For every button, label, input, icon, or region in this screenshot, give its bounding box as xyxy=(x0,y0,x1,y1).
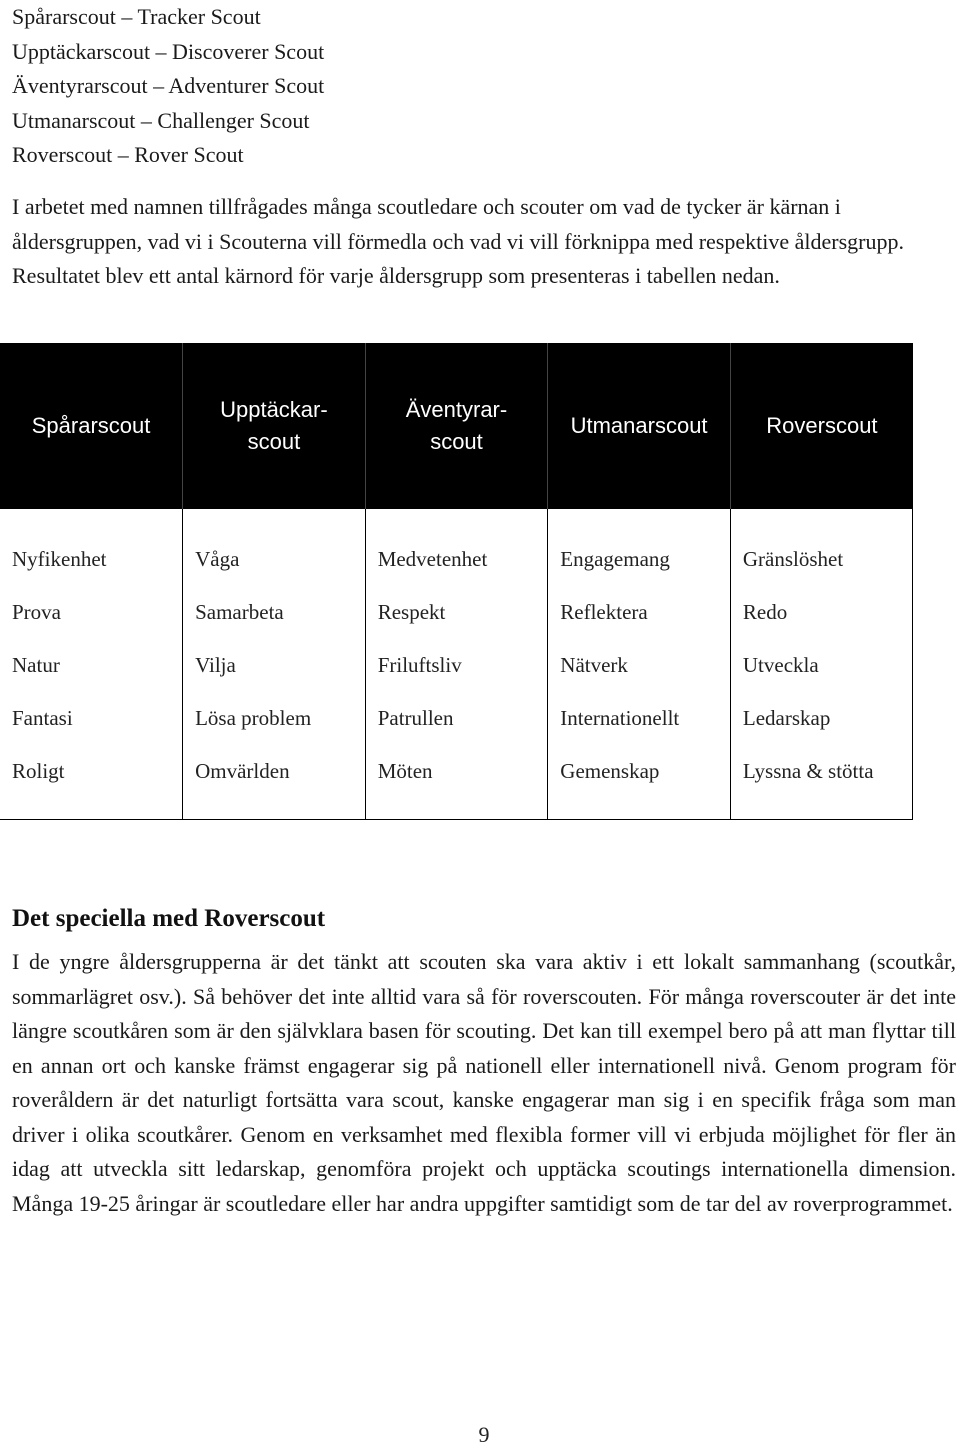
word-cell: Utveckla xyxy=(742,653,819,677)
word-cell: Natur xyxy=(12,653,60,677)
header-utmanar xyxy=(548,343,731,509)
header-utmanar-text: Utmanarscout xyxy=(570,413,708,438)
word-cell: Redo xyxy=(742,600,788,624)
table-header-row xyxy=(0,343,913,509)
word-cell: Roligt xyxy=(12,759,65,783)
name-line-adventurer: Äventyrarscout – Adventurer Scout xyxy=(12,73,325,98)
header-sparar-text: Spårarscout xyxy=(31,413,151,438)
header-rover xyxy=(730,343,913,509)
word-cell: Fantasi xyxy=(12,706,73,730)
header-aventyrar-line-2: scout xyxy=(430,429,483,454)
word-cell: Samarbeta xyxy=(195,600,284,624)
word-cell: Lösa problem xyxy=(195,706,312,730)
word-cell: Nyfikenhet xyxy=(12,547,107,571)
word-cell: Ledarskap xyxy=(742,706,831,730)
word-cell: Möten xyxy=(377,759,433,783)
intro-paragraph: I arbetet med namnen tillfrågades många scoutledare och scouter om vad de tycker är kärnan i åldersgruppen, vad vi i Scouterna vill förmedla och vad vi vill förknippa med respektive åldersgrupp. Resultatet blev ett antal kärnord för varje åldersgrupp som presenteras i tabellen nedan. xyxy=(12,194,904,288)
header-aventyrar-line-1: Äventyrar- xyxy=(405,397,508,422)
name-line-tracker: Spårarscout – Tracker Scout xyxy=(12,4,261,29)
table-row xyxy=(0,509,913,820)
header-rover-text: Roverscout xyxy=(766,413,878,438)
word-cell: Gränslöshet xyxy=(742,547,844,571)
header-sparar xyxy=(0,343,183,509)
word-cell: Patrullen xyxy=(377,706,454,730)
header-upptackar xyxy=(183,343,366,509)
word-cell: Medvetenhet xyxy=(377,547,488,571)
header-aventyrar xyxy=(365,343,548,509)
word-cell: Våga xyxy=(195,547,240,571)
word-cell: Omvärlden xyxy=(195,759,290,783)
word-cell: Reflektera xyxy=(560,600,648,624)
page-number: 9 xyxy=(478,1422,490,1447)
words-column-sparar xyxy=(0,509,183,820)
name-line-challenger: Utmanarscout – Challenger Scout xyxy=(12,107,310,133)
word-cell: Friluftsliv xyxy=(377,653,462,677)
section-heading: Det speciella med Roverscout xyxy=(12,905,326,932)
word-cell: Internationellt xyxy=(560,706,680,730)
name-line-discoverer: Upptäckarscout – Discoverer Scout xyxy=(12,38,325,64)
word-cell: Nätverk xyxy=(560,653,628,677)
core-words-table xyxy=(0,343,913,820)
word-cell: Respekt xyxy=(377,600,446,624)
word-cell: Prova xyxy=(12,600,61,624)
header-upptackar-line-2: scout xyxy=(247,429,301,454)
word-cell: Engagemang xyxy=(560,547,670,571)
name-line-rover: Roverscout – Rover Scout xyxy=(12,142,244,167)
section-body-paragraph: I de yngre åldersgrupperna är det tänkt att scouten ska vara aktiv i ett lokalt sammanhang (scoutkår, sommarlägret osv.). Så behöver det inte alltid vara så för roverscouten. För många roverscouter är det inte längre scoutkåren som är den självklara basen för scouting. Det kan till exempel bero på att man flyttar till en annan ort och kanske främst engagerar sig på nationell eller internationell nivå. Genom program för roveråldern är det naturligt fortsätta vara scout, kanske engagerar man sig i en specifik fråga som man driver i olika scoutkårer. Genom en verksamhet med flexibla former vill vi erbjuda möjlighet för fler än idag att utveckla sitt ledarskap, genomföra projekt och upptäcka scoutings internationella dimension. Många 19-25 åringar är scoutledare eller har andra uppgifter samtidigt som de tar del av roverprogrammet. xyxy=(12,949,956,1216)
words-column-upptackar xyxy=(183,509,366,820)
header-upptackar-line-1: Upptäckar- xyxy=(220,397,328,422)
words-column-utmanar xyxy=(548,509,731,820)
words-column-rover xyxy=(730,509,913,820)
word-cell: Gemenskap xyxy=(560,759,660,783)
word-cell: Vilja xyxy=(195,653,236,677)
word-cell: Lyssna & stötta xyxy=(742,759,874,783)
words-column-aventyrar xyxy=(365,509,548,820)
age-group-names-list xyxy=(12,0,324,173)
